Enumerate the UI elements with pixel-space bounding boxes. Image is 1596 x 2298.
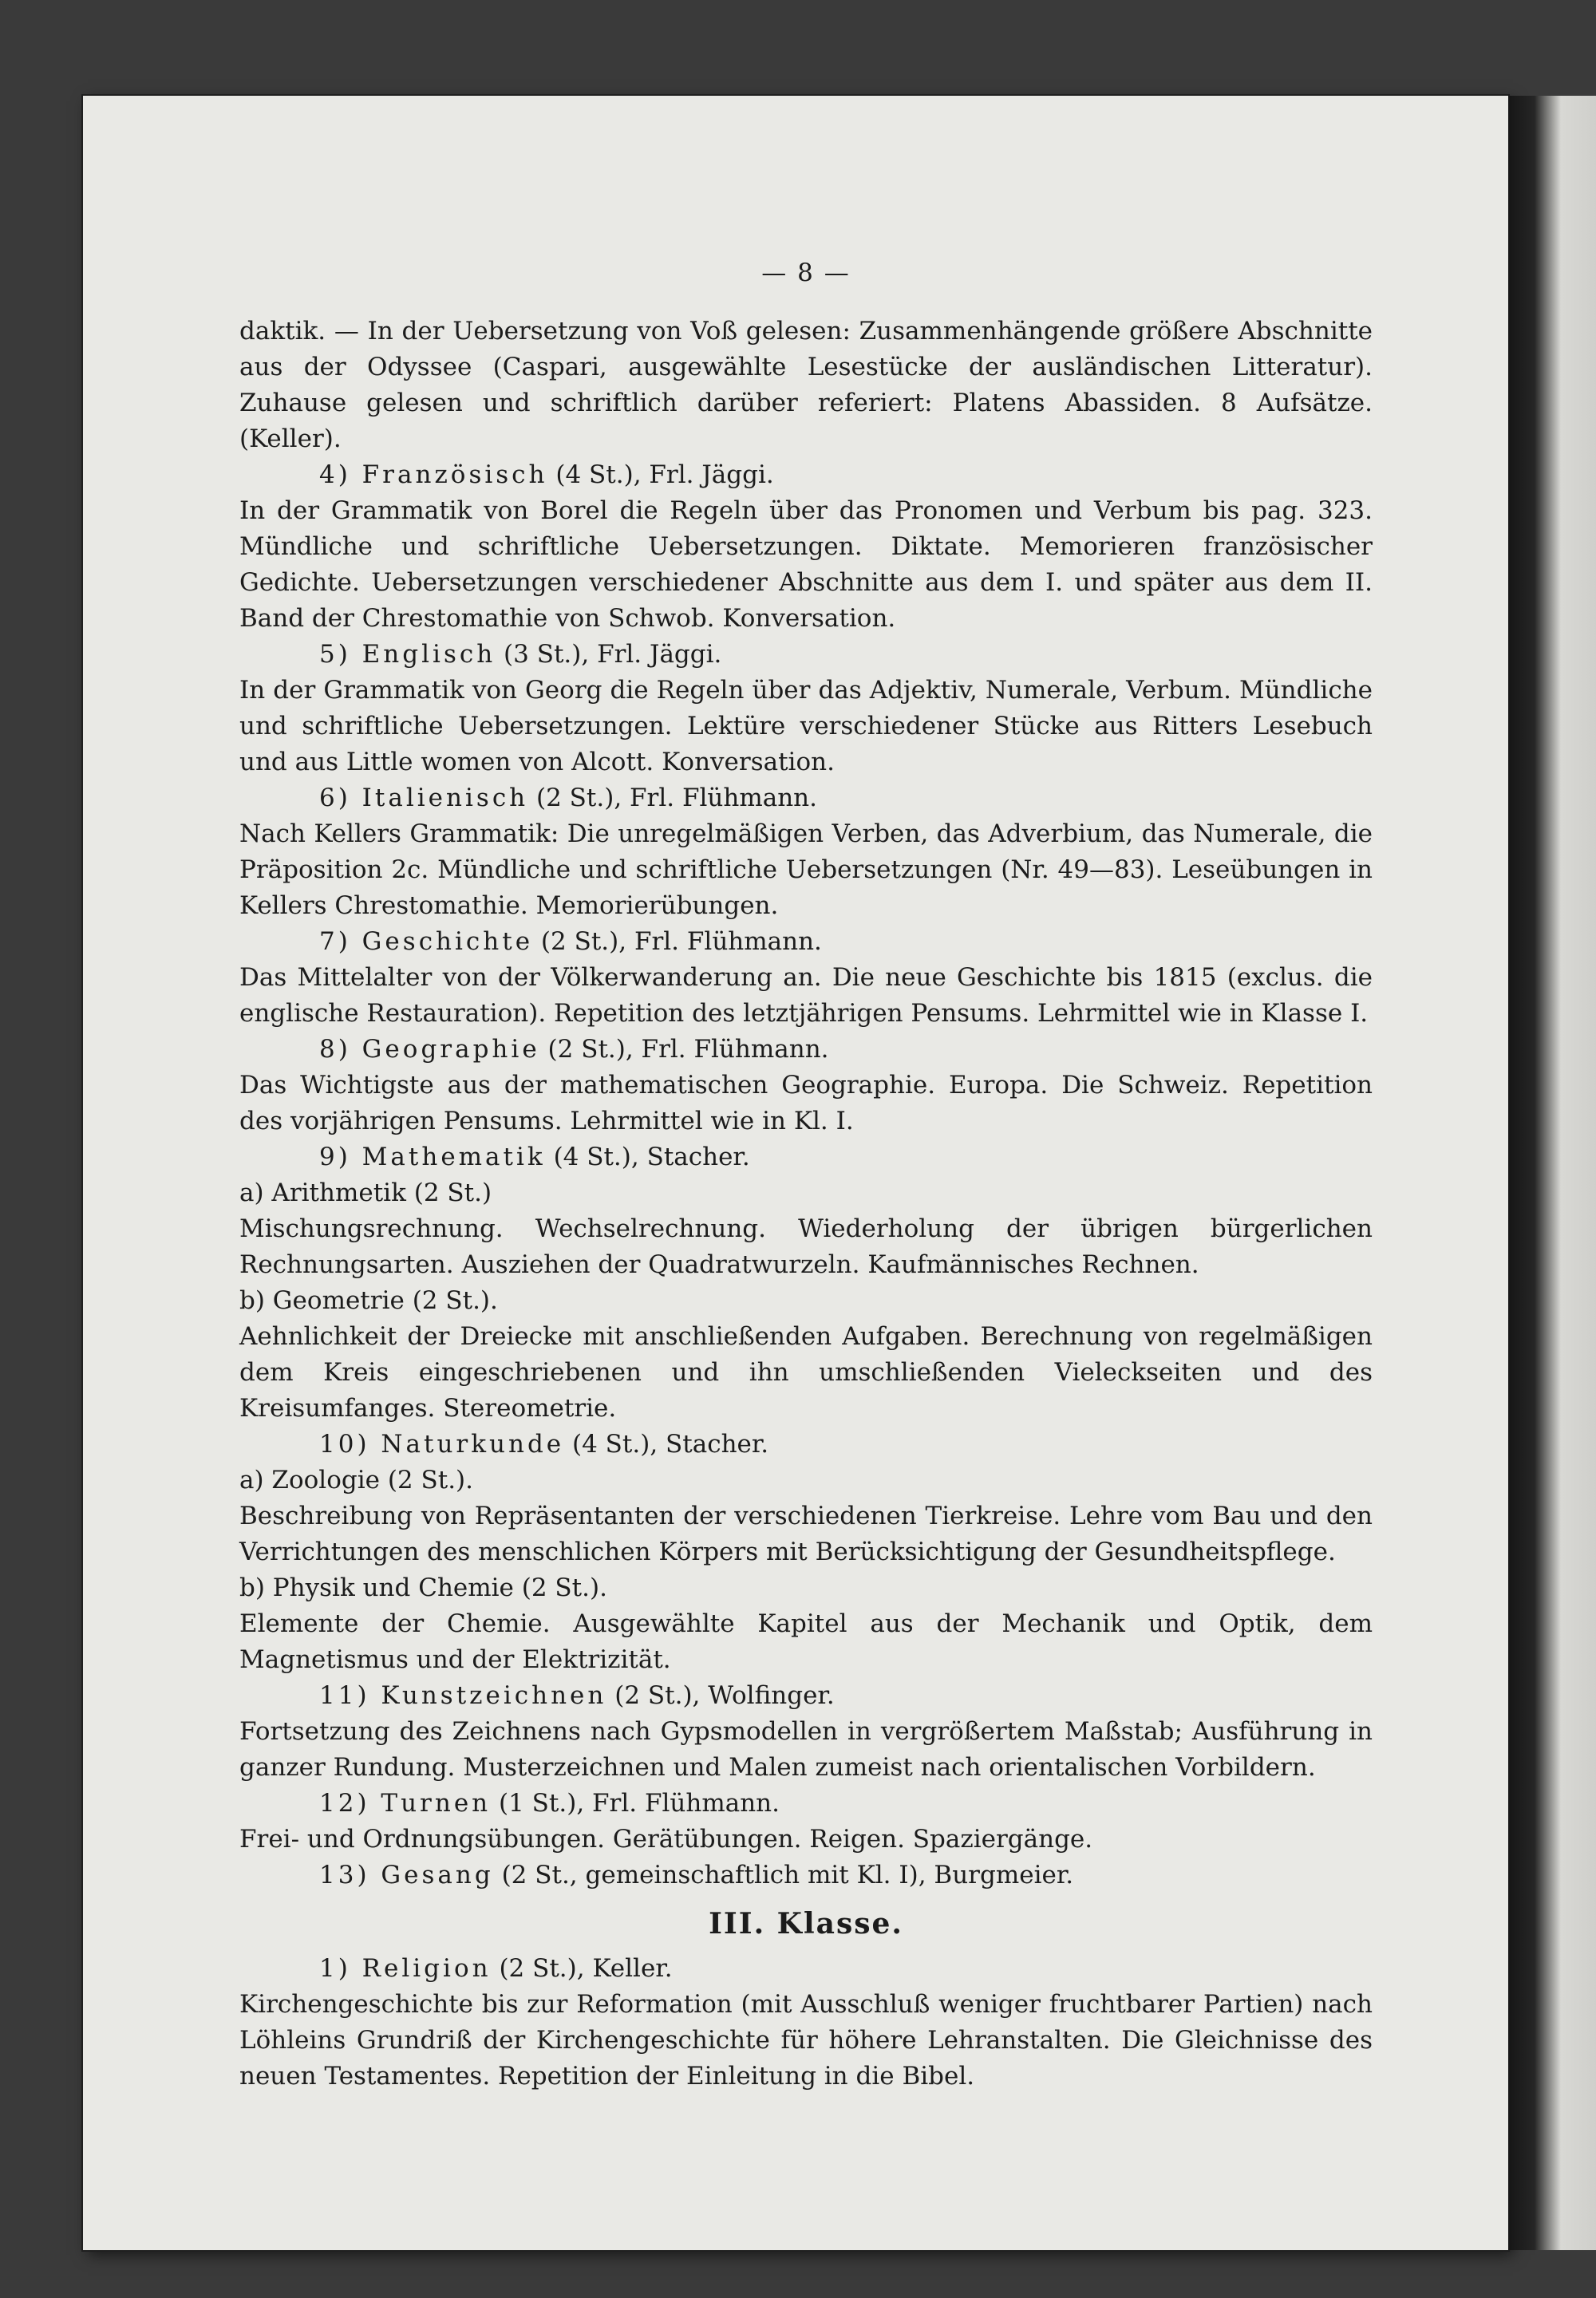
subject-title: 4) Französisch (319, 460, 548, 489)
subject-details: (4 St.), Stacher. (572, 1430, 769, 1459)
subject-details: (2 St.), Frl. Flühmann. (540, 927, 822, 956)
subheading-geometry: b) Geometrie (2 St.). (239, 1286, 498, 1315)
subject-details: (2 St.), Frl. Flühmann. (547, 1035, 829, 1064)
paragraph-french: In der Grammatik von Borel die Regeln über das Pronomen und Verbum bis pag. 323. Mündliche und schriftliche Uebersetzungen. Diktate. Memorieren französischer Gedichte. Uebersetzungen verschiedener Abschnitte aus dem I. und später aus dem II. Band der Chrestomathie von Schwob. Konversation. (239, 496, 1373, 633)
subject-title: 12) Turnen (319, 1789, 492, 1818)
subject-title: 6) Italienisch (319, 784, 529, 812)
subject-heading-history (239, 924, 1373, 960)
paragraph-physics-chemistry: Elemente der Chemie. Ausgewählte Kapitel aus der Mechanik und Optik, dem Magnetismus und der Elektrizität. (239, 1609, 1373, 1674)
subject-heading-singing (239, 1858, 1373, 1893)
subheading-zoology: a) Zoologie (2 St.). (239, 1466, 474, 1494)
subject-details: (2 St.), Keller. (499, 1954, 673, 1983)
subject-heading-english (239, 637, 1373, 673)
subject-title: 1) Religion (319, 1954, 492, 1983)
subject-heading-gymnastics (239, 1786, 1373, 1822)
paragraph-gymnastics: Frei- und Ordnungsübungen. Gerätübungen. Reigen. Spaziergänge. (239, 1825, 1093, 1854)
section-title: III. Klasse. (709, 1907, 903, 1941)
subject-details: (4 St.), Frl. Jäggi. (555, 460, 774, 489)
subject-heading-art-drawing (239, 1678, 1373, 1714)
paragraph-art-drawing: Fortsetzung des Zeichnens nach Gypsmodellen in vergrößertem Maßstab; Ausführung in ganzer Rundung. Musterzeichnen und Malen zumeist nach orientalischen Vorbildern. (239, 1717, 1373, 1782)
subject-heading-natural-science (239, 1427, 1373, 1463)
subject-details: (1 St.), Frl. Flühmann. (499, 1789, 780, 1818)
subject-title: 13) Gesang (319, 1861, 494, 1889)
subheading-arithmetic: a) Arithmetik (2 St.) (239, 1179, 492, 1207)
subject-details: (3 St.), Frl. Jäggi. (504, 640, 722, 669)
subject-title: 11) Kunstzeichnen (319, 1681, 607, 1710)
paragraph-history: Das Mittelalter von der Völkerwanderung an. Die neue Geschichte bis 1815 (exclus. die englische Restauration). Repetition des letztjährigen Pensums. Lehrmittel wie in Klasse I. (239, 963, 1373, 1028)
subject-title: 7) Geschichte (319, 927, 534, 956)
paragraph-literature: daktik. — In der Uebersetzung von Voß gelesen: Zusammenhängende größere Abschnitte aus der Odyssee (Caspari, ausgewählte Lesestücke der ausländischen Litteratur). Zuhause gelesen und schriftlich darüber referiert: Platens Abassiden. 8 Aufsätze. (Keller). (239, 317, 1373, 453)
subject-details: (4 St.), Stacher. (553, 1143, 750, 1171)
subject-heading-mathematics (239, 1139, 1373, 1175)
paragraph-geography: Das Wichtigste aus der mathematischen Geographie. Europa. Die Schweiz. Repetition des vorjährigen Pensums. Lehrmittel wie in Kl. I. (239, 1071, 1373, 1135)
subject-details: (2 St., gemeinschaftlich mit Kl. I), Burgmeier. (501, 1861, 1074, 1889)
paragraph-english: In der Grammatik von Georg die Regeln über das Adjektiv, Numerale, Verbum. Mündliche und schriftliche Uebersetzungen. Lektüre verschiedener Stücke aus Ritters Lesebuch und aus Little women von Alcott. Konversation. (239, 676, 1373, 776)
paragraph-geometry: Aehnlichkeit der Dreiecke mit anschließenden Aufgaben. Berechnung von regelmäßigen dem Kreis eingeschriebenen und ihn umschließenden Vieleckseiten und des Kreisumfanges. Stereometrie. (239, 1322, 1373, 1423)
page-text (239, 255, 1373, 2095)
paragraph-arithmetic: Mischungsrechnung. Wechselrechnung. Wiederholung der übrigen bürgerlichen Rechnungsarten. Ausziehen der Quadratwurzeln. Kaufmännisches Rechnen. (239, 1214, 1373, 1279)
subject-title: 10) Naturkunde (319, 1430, 565, 1459)
subheading-physics-chemistry: b) Physik und Chemie (2 St.). (239, 1573, 607, 1602)
paragraph-italian: Nach Kellers Grammatik: Die unregelmäßigen Verben, das Adverbium, das Numerale, die Präposition 2c. Mündliche und schriftliche Uebersetzungen (Nr. 49—83). Leseübungen in Kellers Chrestomathie. Memorierübungen. (239, 819, 1373, 920)
subject-heading-french (239, 457, 1373, 493)
subject-heading-religion (239, 1951, 1373, 1987)
subject-heading-italian (239, 780, 1373, 816)
subject-title: 9) Mathematik (319, 1143, 546, 1171)
subject-heading-geography (239, 1032, 1373, 1068)
paragraph-religion: Kirchengeschichte bis zur Reformation (mit Ausschluß weniger fruchtbarer Partien) nach Löhleins Grundriß der Kirchengeschichte für höhere Lehranstalten. Die Gleichnisse des neuen Testamentes. Repetition der Einleitung in die Bibel. (239, 1990, 1373, 2091)
subject-title: 5) Englisch (319, 640, 496, 669)
subject-details: (2 St.), Wolfinger. (614, 1681, 835, 1710)
page-number: — 8 — (761, 259, 851, 287)
book-gutter (1508, 96, 1596, 2250)
subject-title: 8) Geographie (319, 1035, 540, 1064)
paragraph-zoology: Beschreibung von Repräsentanten der verschiedenen Tierkreise. Lehre vom Bau und den Verrichtungen des menschlichen Körpers mit Berücksichtigung der Gesundheitspflege. (239, 1502, 1373, 1566)
subject-details: (2 St.), Frl. Flühmann. (536, 784, 818, 812)
